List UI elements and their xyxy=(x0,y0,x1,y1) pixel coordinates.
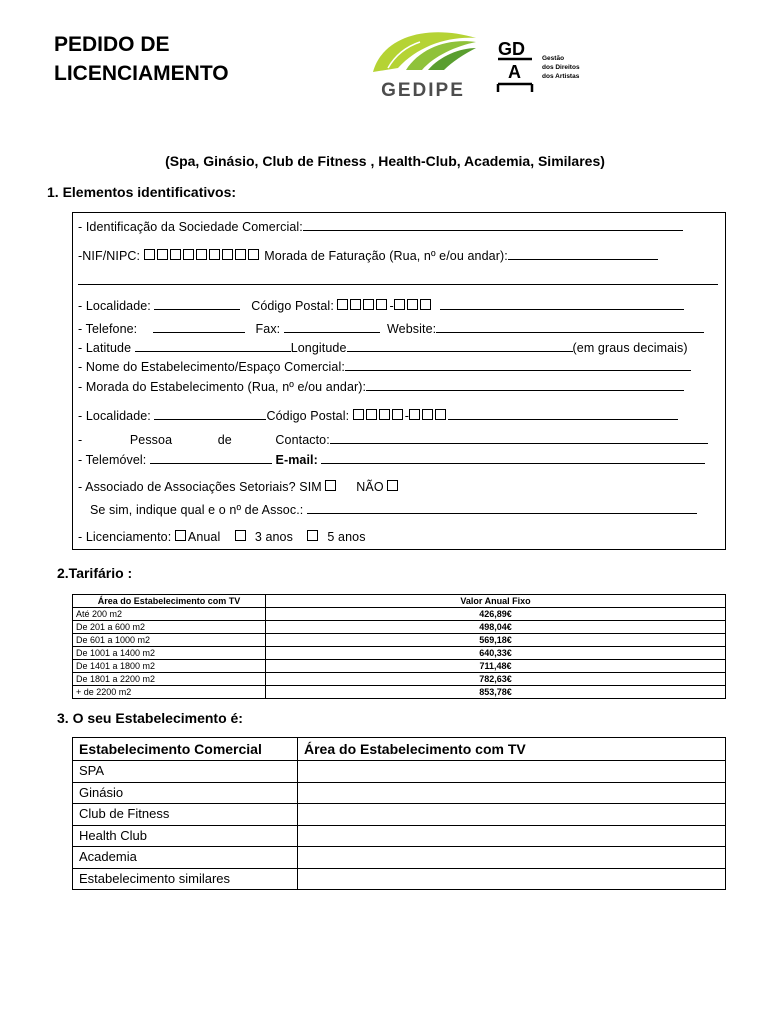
estab-tipo: Ginásio xyxy=(73,782,298,804)
morada-estabelecimento-input[interactable] xyxy=(366,378,684,391)
estab-tipo: Health Club xyxy=(73,825,298,847)
table-row xyxy=(73,660,726,673)
field-nome-estabelecimento: - Nome do Estabelecimento/Espaço Comercial: xyxy=(78,358,691,374)
estabelecimento-table xyxy=(72,737,726,890)
associacao-input[interactable] xyxy=(307,501,697,514)
estab-tipo: Club de Fitness xyxy=(73,804,298,826)
codigo-postal-2-boxes[interactable]: - xyxy=(353,409,448,423)
nome-estabelecimento-input[interactable] xyxy=(345,358,691,371)
tarifa-col-valor: Valor Anual Fixo xyxy=(266,595,726,608)
table-row xyxy=(73,868,726,890)
subtitle: (Spa, Ginásio, Club de Fitness , Health-Club, Academia, Similares) xyxy=(165,153,605,169)
latitude-input[interactable] xyxy=(135,339,291,352)
email-input[interactable] xyxy=(321,451,705,464)
tarifa-valor: 853,78€ xyxy=(266,686,726,699)
table-row xyxy=(73,608,726,621)
tarifa-area: De 1001 a 1400 m2 xyxy=(73,647,266,660)
table-row xyxy=(73,825,726,847)
estab-tipo: Academia xyxy=(73,847,298,869)
pessoa-contacto-input[interactable] xyxy=(330,431,708,444)
field-pessoa-contacto: - Pessoa de Contacto: xyxy=(78,431,708,447)
cinco-anos-checkbox[interactable] xyxy=(307,530,318,541)
field-telefone: - Telefone: Fax: Website: xyxy=(78,320,704,336)
nao-checkbox[interactable] xyxy=(387,480,398,491)
tarifa-valor: 711,48€ xyxy=(266,660,726,673)
codigo-postal-boxes[interactable]: - xyxy=(337,299,432,313)
estab-col-area: Área do Estabelecimento com TV xyxy=(298,738,726,761)
field-associado: - Associado de Associações Setoriais? SIM NÃO xyxy=(78,480,400,494)
tarifa-area: De 201 a 600 m2 xyxy=(73,621,266,634)
table-row xyxy=(73,634,726,647)
estab-area-input[interactable] xyxy=(298,782,726,804)
codigo-postal-localidade-input[interactable] xyxy=(440,297,684,310)
tarifa-valor: 782,63€ xyxy=(266,673,726,686)
telemovel-input[interactable] xyxy=(150,451,272,464)
title-line-1: PEDIDO DE xyxy=(54,33,170,56)
svg-text:dos Artistas: dos Artistas xyxy=(542,73,580,80)
field-se-sim: Se sim, indique qual e o nº de Assoc.: xyxy=(90,501,697,517)
nif-boxes[interactable] xyxy=(144,249,261,263)
codigo-postal-2-input[interactable] xyxy=(448,407,678,420)
svg-text:Gestão: Gestão xyxy=(542,55,565,62)
estab-area-input[interactable] xyxy=(298,825,726,847)
tarifa-area: De 1801 a 2200 m2 xyxy=(73,673,266,686)
field-nif: -NIF/NIPC: Morada de Faturação (Rua, nº e/ou andar): xyxy=(78,247,658,263)
tres-anos-checkbox[interactable] xyxy=(235,530,246,541)
field-coordenadas: - Latitude Longitude (em graus decimais) xyxy=(78,341,688,355)
estab-area-input[interactable] xyxy=(298,847,726,869)
estab-area-input[interactable] xyxy=(298,804,726,826)
tarifario-table xyxy=(72,594,726,699)
svg-text:dos Direitos: dos Direitos xyxy=(542,64,580,71)
section-1-heading: 1. Elementos identificativos: xyxy=(47,184,237,200)
field-morada-faturacao-cont xyxy=(78,272,718,288)
field-localidade-2: - Localidade: Código Postal: - xyxy=(78,407,678,423)
website-input[interactable] xyxy=(436,320,704,333)
gedipe-logo xyxy=(368,24,478,102)
anual-checkbox[interactable] xyxy=(175,530,186,541)
tarifa-valor: 569,18€ xyxy=(266,634,726,647)
field-licenciamento: - Licenciamento: Anual 3 anos 5 anos xyxy=(78,530,366,544)
telefone-input[interactable] xyxy=(153,320,245,333)
tarifa-valor: 640,33€ xyxy=(266,647,726,660)
field-morada-estabelecimento: - Morada do Estabelecimento (Rua, nº e/ou andar): xyxy=(78,378,684,394)
field-telemovel-email: - Telemóvel: E-mail: xyxy=(78,451,705,467)
table-row xyxy=(73,686,726,699)
gda-logo xyxy=(496,38,596,96)
sim-checkbox[interactable] xyxy=(325,480,336,491)
table-row xyxy=(73,782,726,804)
table-row xyxy=(73,673,726,686)
tarifa-col-area: Área do Estabelecimento com TV xyxy=(73,595,266,608)
table-row xyxy=(73,804,726,826)
morada-faturacao-input-2[interactable] xyxy=(78,272,718,285)
tarifa-valor: 426,89€ xyxy=(266,608,726,621)
field-localidade: - Localidade: Código Postal: - xyxy=(78,297,684,313)
field-identificacao: - Identificação da Sociedade Comercial: xyxy=(78,218,683,234)
localidade-input[interactable] xyxy=(154,297,240,310)
tarifa-valor: 498,04€ xyxy=(266,621,726,634)
svg-text:GD: GD xyxy=(498,39,525,59)
estab-tipo: Estabelecimento similares xyxy=(73,868,298,890)
section-3-heading: 3. O seu Estabelecimento é: xyxy=(57,710,243,726)
morada-faturacao-input[interactable] xyxy=(508,247,658,260)
localidade-2-input[interactable] xyxy=(154,407,266,420)
identificacao-input[interactable] xyxy=(303,218,683,231)
estab-area-input[interactable] xyxy=(298,761,726,783)
logo-text: GEDIPE xyxy=(381,80,465,101)
table-row xyxy=(73,761,726,783)
fax-input[interactable] xyxy=(284,320,380,333)
table-row xyxy=(73,647,726,660)
table-row xyxy=(73,621,726,634)
tarifa-area: Até 200 m2 xyxy=(73,608,266,621)
estab-area-input[interactable] xyxy=(298,868,726,890)
svg-text:A: A xyxy=(508,62,521,82)
page-title xyxy=(54,30,284,88)
tarifa-area: + de 2200 m2 xyxy=(73,686,266,699)
longitude-input[interactable] xyxy=(347,339,573,352)
tarifa-area: De 1401 a 1800 m2 xyxy=(73,660,266,673)
estab-col-tipo: Estabelecimento Comercial xyxy=(73,738,298,761)
section-2-heading: 2.Tarifário : xyxy=(57,565,133,581)
estab-tipo: SPA xyxy=(73,761,298,783)
title-line-2: LICENCIAMENTO xyxy=(54,62,229,85)
tarifa-area: De 601 a 1000 m2 xyxy=(73,634,266,647)
table-row xyxy=(73,847,726,869)
